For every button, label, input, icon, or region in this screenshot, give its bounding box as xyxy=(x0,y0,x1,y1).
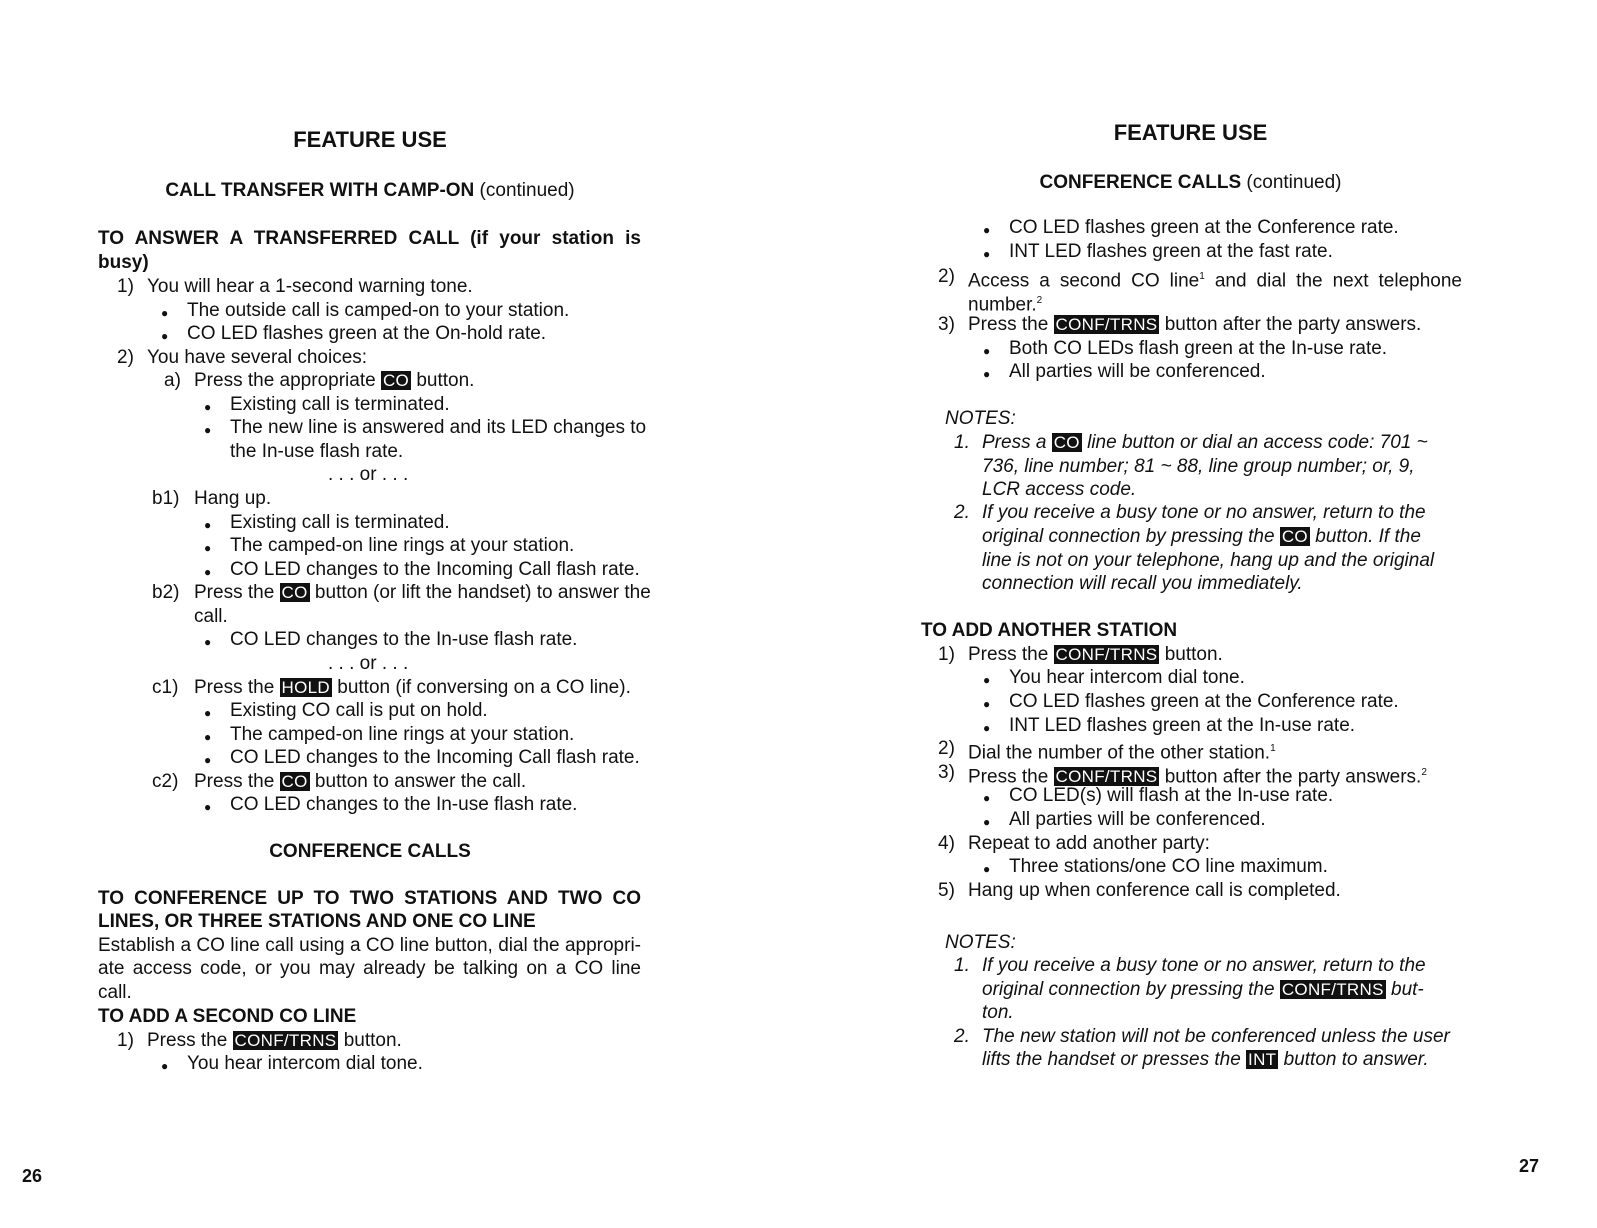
choice-text: button (if conversing on a CO line). xyxy=(331,677,631,698)
notes-title: NOTES: xyxy=(945,408,1016,429)
second-co-heading: TO ADD A SECOND CO LINE xyxy=(98,1006,357,1027)
step-text: Dial the number of the other station. xyxy=(968,742,1271,764)
bullet-item: ● CO LED(s) will flash at the In-use rate. xyxy=(1009,784,1333,808)
note-text: If you receive a busy tone or no answer, return to the xyxy=(982,955,1426,976)
note-text: original connection by pressing the xyxy=(982,526,1280,547)
page-title: FEATURE USE xyxy=(1113,120,1268,145)
note-text: The new station will not be conferenced unless the user xyxy=(982,1026,1450,1047)
choice-label: c1) xyxy=(152,677,179,698)
choice-a xyxy=(164,369,475,393)
or-separator: . . . or . . . xyxy=(328,464,409,485)
note-number: 2. xyxy=(954,1026,970,1047)
step-text: and dial the next telephone xyxy=(1204,270,1463,292)
choice-b1 xyxy=(152,487,272,511)
choice-text: Press the xyxy=(194,582,280,603)
bullet-item: ● CO LED flashes green at the Conference rate. xyxy=(1009,690,1399,714)
choice-label: b2) xyxy=(152,582,180,603)
step-text: Repeat to add another party: xyxy=(968,833,1210,854)
step-number: 2) xyxy=(117,347,134,368)
or-separator: . . . or . . . xyxy=(328,653,409,674)
second-co-step-1 xyxy=(117,1029,402,1053)
bullet-item: ● CO LED changes to the Incoming Call flash rate. xyxy=(230,558,640,582)
step-text: Access a second CO line xyxy=(968,270,1200,292)
note-2 xyxy=(954,1025,1450,1049)
choice-text: Press the xyxy=(194,677,280,698)
bullet-item: ● You hear intercom dial tone. xyxy=(187,1052,423,1076)
step-number: 2) xyxy=(938,738,955,759)
bullet-item: ● Existing CO call is put on hold. xyxy=(230,699,488,723)
step-text: button. xyxy=(338,1030,402,1051)
left-page xyxy=(0,0,798,1228)
note-number: 2. xyxy=(954,502,970,523)
bullet-item: ● All parties will be conferenced. xyxy=(1009,360,1266,384)
choice-text: Press the appropriate xyxy=(194,370,381,391)
page-title: FEATURE USE xyxy=(293,127,447,152)
note-text: but- xyxy=(1385,979,1424,1000)
note-text: 736, line number; 81 ~ 88, line group number; or, 9, xyxy=(982,456,1415,477)
step-number: 2) xyxy=(938,266,955,287)
step-text: Press the xyxy=(968,644,1054,665)
step-1 xyxy=(117,275,473,299)
answer-heading-line2: busy) xyxy=(98,252,149,273)
right-page xyxy=(799,0,1597,1228)
footnote-ref: 1 xyxy=(1270,743,1276,754)
step-2 xyxy=(117,346,368,370)
bullet-continuation: the In-use flash rate. xyxy=(230,441,404,462)
note-text: LCR access code. xyxy=(982,479,1137,500)
step-3 xyxy=(938,313,1422,337)
footnote-ref: 1 xyxy=(1199,271,1205,282)
bullet-item: ● INT LED flashes green at the In-use rate. xyxy=(1009,714,1355,738)
note-text: connection will recall you immediately. xyxy=(982,573,1303,594)
page-number: 26 xyxy=(22,1166,43,1186)
step-text: button after the party answers. xyxy=(1159,314,1422,335)
notes-title: NOTES: xyxy=(945,932,1016,953)
note-text: lifts the handset or presses the xyxy=(982,1049,1247,1070)
co-key-icon: CO xyxy=(1053,433,1080,452)
co-key-icon: CO xyxy=(1281,527,1308,546)
note-1 xyxy=(954,954,1426,978)
choice-b2 xyxy=(152,581,651,605)
bullet-item: ● The camped-on line rings at your station. xyxy=(230,534,574,558)
subtitle-rest: (continued) xyxy=(474,180,575,201)
bullet-item: ● You hear intercom dial tone. xyxy=(1009,666,1245,690)
step-number: 3) xyxy=(938,762,955,783)
choice-text: Press the xyxy=(194,771,280,792)
bullet-item: ● CO LED flashes green at the Conference rate. xyxy=(1009,216,1399,240)
note-text: ton. xyxy=(982,1002,1014,1023)
conference-text-line1: Establish a CO line call using a CO line button, dial the appropri- xyxy=(98,935,641,956)
choice-text: button. xyxy=(411,370,475,391)
step-text: Press the xyxy=(968,766,1054,788)
bullet-item: ● Existing call is terminated. xyxy=(230,511,450,535)
conference-heading-line2: LINES, OR THREE STATIONS AND ONE CO LINE xyxy=(98,911,536,932)
step-number: 1) xyxy=(117,1030,134,1051)
note-text: line is not on your telephone, hang up and the original xyxy=(982,550,1435,571)
co-key-icon: CO xyxy=(281,772,308,791)
choice-label: c2) xyxy=(152,771,179,792)
bullet-item: ● CO LED changes to the In-use flash rate. xyxy=(230,793,577,817)
step-number: 1) xyxy=(938,644,955,665)
station-step-4 xyxy=(938,832,1210,856)
conference-text-line2: ate access code, or you may already be talking on a CO line call. xyxy=(98,958,641,1003)
conf-trns-key-icon: CONF/TRNS xyxy=(234,1031,337,1050)
step-text: Press the xyxy=(968,314,1054,335)
step-text: You have several choices: xyxy=(147,347,368,368)
note-number: 1. xyxy=(954,432,970,453)
choice-label: a) xyxy=(164,370,181,391)
step-text: You will hear a 1-second warning tone. xyxy=(147,276,473,297)
section-subtitle xyxy=(0,180,740,202)
bullet-item: ● Existing call is terminated. xyxy=(230,393,450,417)
note-number: 1. xyxy=(954,955,970,976)
station-step-1 xyxy=(938,643,1223,667)
choice-c1 xyxy=(152,676,631,700)
int-key-icon: INT xyxy=(1248,1050,1277,1069)
bullet-item: ● The camped-on line rings at your station. xyxy=(230,723,574,747)
subtitle-rest: (continued) xyxy=(1241,172,1342,193)
note-text: button to answer. xyxy=(1278,1049,1429,1070)
bullet-item: ● Three stations/one CO line maximum. xyxy=(1009,855,1328,879)
step-number: 5) xyxy=(938,880,955,901)
bullet-item: ● CO LED flashes green at the On-hold rate. xyxy=(187,322,546,346)
choice-text: Hang up. xyxy=(194,488,272,509)
step-text: number. xyxy=(968,294,1037,316)
hold-key-icon: HOLD xyxy=(281,678,330,697)
step-number: 1) xyxy=(117,276,134,297)
step-text: Press the xyxy=(147,1030,233,1051)
note-1 xyxy=(954,431,1428,455)
add-station-heading: TO ADD ANOTHER STATION xyxy=(921,620,1178,641)
co-key-icon: CO xyxy=(281,583,308,602)
note-text: button. If the xyxy=(1309,526,1421,547)
conf-trns-key-icon: CONF/TRNS xyxy=(1055,315,1158,334)
bullet-item: ● All parties will be conferenced. xyxy=(1009,808,1266,832)
bullet-item: ● CO LED changes to the Incoming Call flash rate. xyxy=(230,746,640,770)
conference-heading-line1: TO CONFERENCE UP TO TWO STATIONS AND TWO CO xyxy=(98,888,641,909)
note-2 xyxy=(954,501,1426,525)
step-text: button. xyxy=(1159,644,1223,665)
page-number: 27 xyxy=(1519,1156,1540,1176)
bullet-item: ● The outside call is camped-on to your station. xyxy=(187,299,569,323)
subtitle-bold: CONFERENCE CALLS xyxy=(1039,172,1242,193)
note-text xyxy=(982,978,1424,1002)
bullet-item: ● CO LED changes to the In-use flash rate. xyxy=(230,628,577,652)
conf-trns-key-icon: CONF/TRNS xyxy=(1055,767,1158,787)
step-number: 4) xyxy=(938,833,955,854)
choice-text: button to answer the call. xyxy=(309,771,527,792)
subtitle-bold: CALL TRANSFER WITH CAMP-ON xyxy=(165,180,475,201)
bullet-item: ● Both CO LEDs flash green at the In-use rate. xyxy=(1009,337,1387,361)
footnote-ref: 2 xyxy=(1036,295,1043,306)
bullet-item: ● INT LED flashes green at the fast rate. xyxy=(1009,240,1333,264)
conf-trns-key-icon: CONF/TRNS xyxy=(1281,980,1384,999)
choice-text: button (or lift the handset) to answer the xyxy=(309,582,651,603)
step-text: Hang up when conference call is completed. xyxy=(968,880,1341,901)
co-key-icon: CO xyxy=(382,371,410,390)
note-text: Press a xyxy=(982,432,1052,453)
conference-calls-title: CONFERENCE CALLS xyxy=(269,841,471,862)
note-text: line button or dial an access code: 701 ~ xyxy=(1081,432,1428,453)
note-text xyxy=(982,1048,1429,1072)
answer-heading-line1: TO ANSWER A TRANSFERRED CALL (if your station is xyxy=(98,228,641,249)
conf-trns-key-icon: CONF/TRNS xyxy=(1055,645,1158,664)
section-subtitle xyxy=(799,172,1582,194)
step-text: button after the party answers. xyxy=(1159,766,1422,788)
choice-c2 xyxy=(152,770,527,794)
note-text: original connection by pressing the xyxy=(982,979,1280,1000)
note-text: If you receive a busy tone or no answer, return to the xyxy=(982,502,1426,523)
step-number: 3) xyxy=(938,314,955,335)
station-step-5 xyxy=(938,879,1341,903)
bullet-item: ● The new line is answered and its LED changes to xyxy=(230,416,646,440)
footnote-ref: 2 xyxy=(1421,767,1427,778)
note-text xyxy=(982,525,1421,549)
choice-continuation: call. xyxy=(194,606,228,627)
choice-label: b1) xyxy=(152,488,180,509)
